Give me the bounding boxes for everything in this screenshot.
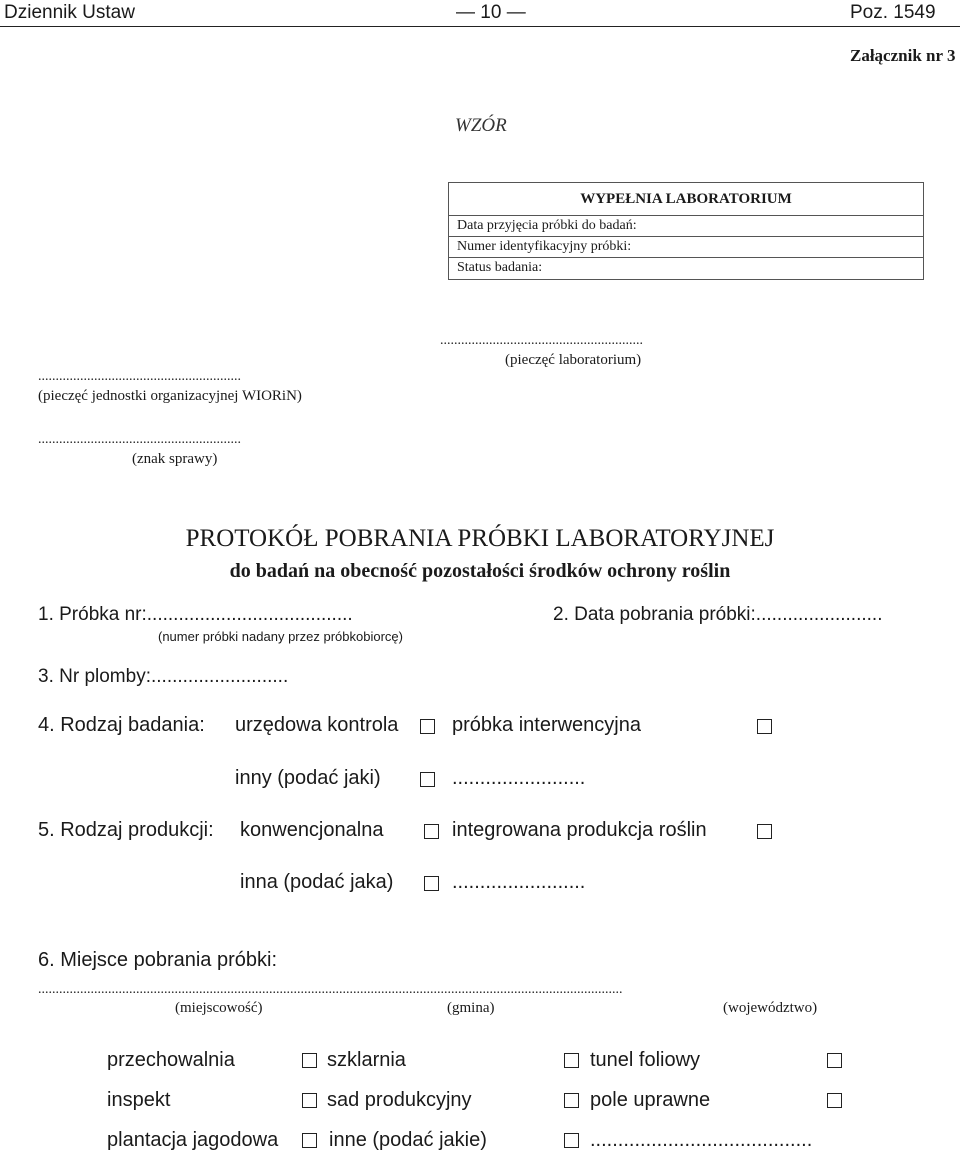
production-type-label: 5. Rodzaj produkcji: — [38, 819, 214, 841]
lab-row-receipt-date: Data przyjęcia próbki do badań: — [449, 216, 923, 237]
place-voivodeship-caption: (województwo) — [723, 1000, 818, 1016]
test-type-label: 4. Rodzaj badania: — [38, 714, 205, 736]
annex-label: Załącznik nr 3 — [850, 46, 956, 65]
test-other-checkbox[interactable] — [420, 772, 435, 787]
protocol-subtitle: do badań na obecność pozostałości środków ochrony roślin — [229, 560, 731, 582]
test-intervention-checkbox[interactable] — [757, 719, 772, 734]
test-official-label: urzędowa kontrola — [235, 714, 399, 736]
place-other-dots: ........................................ — [590, 1129, 813, 1151]
place-other-checkbox[interactable] — [564, 1133, 579, 1148]
case-sign-dots: .......................................................... — [38, 432, 241, 447]
place-option-other: inne (podać jakie) — [329, 1129, 487, 1151]
prod-integrated-label: integrowana produkcja roślin — [452, 819, 707, 841]
unit-stamp-label: (pieczęć jednostki organizacyjnej WIORiN) — [38, 388, 302, 404]
place-foil-tunnel-checkbox[interactable] — [827, 1053, 842, 1068]
position-number: Poz. 1549 — [850, 2, 936, 23]
journal-name: Dziennik Ustaw — [4, 2, 135, 23]
lab-stamp-dots: .......................................................... — [440, 333, 643, 348]
place-option-greenhouse: szklarnia — [327, 1049, 406, 1071]
prod-other-checkbox[interactable] — [424, 876, 439, 891]
place-option-berry-plantation: plantacja jagodowa — [107, 1129, 279, 1151]
place-berry-plantation-checkbox[interactable] — [302, 1133, 317, 1148]
sample-number-note: (numer próbki nadany przez próbkobiorcę) — [158, 629, 403, 644]
lab-stamp-label: (pieczęć laboratorium) — [505, 352, 642, 368]
prod-other-label: inna (podać jaka) — [240, 871, 394, 893]
sampling-place-dots: ....................................................................................................................................................................... — [38, 982, 623, 997]
place-option-hotbed: inspekt — [107, 1089, 171, 1111]
test-intervention-label: próbka interwencyjna — [452, 714, 641, 736]
prod-conventional-label: konwencjonalna — [240, 819, 384, 841]
place-hotbed-checkbox[interactable] — [302, 1093, 317, 1108]
place-town-caption: (miejscowość) — [175, 1000, 263, 1016]
test-other-label: inny (podać jaki) — [235, 767, 381, 789]
place-option-foil-tunnel: tunel foliowy — [590, 1049, 701, 1071]
unit-stamp-dots: .......................................................... — [38, 369, 241, 384]
page-number: — 10 — — [456, 2, 526, 23]
lab-row-sample-id: Numer identyfikacyjny próbki: — [449, 237, 923, 258]
prod-integrated-checkbox[interactable] — [757, 824, 772, 839]
lab-row-status: Status badania: — [457, 260, 543, 275]
seal-number-field: 3. Nr plomby:.......................... — [38, 666, 289, 687]
sample-date-field: 2. Data pobrania próbki:........................ — [553, 604, 883, 625]
laboratory-box — [448, 182, 924, 280]
place-field-checkbox[interactable] — [827, 1093, 842, 1108]
place-orchard-checkbox[interactable] — [564, 1093, 579, 1108]
place-option-field: pole uprawne — [590, 1089, 711, 1111]
test-other-dots: ........................ — [452, 767, 586, 789]
place-storage-checkbox[interactable] — [302, 1053, 317, 1068]
test-official-checkbox[interactable] — [420, 719, 435, 734]
place-option-storage: przechowalnia — [107, 1049, 235, 1071]
sampling-place-label: 6. Miejsce pobrania próbki: — [38, 949, 278, 971]
sample-number-field: 1. Próbka nr:....................................... — [38, 604, 353, 625]
laboratory-box-title: WYPEŁNIA LABORATORIUM — [449, 183, 923, 216]
place-greenhouse-checkbox[interactable] — [564, 1053, 579, 1068]
place-option-orchard: sad produkcyjny — [327, 1089, 472, 1111]
template-label: WZÓR — [455, 115, 507, 136]
header-rule — [0, 26, 960, 27]
prod-conventional-checkbox[interactable] — [424, 824, 439, 839]
case-sign-label: (znak sprawy) — [132, 451, 218, 467]
prod-other-dots: ........................ — [452, 871, 586, 893]
place-commune-caption: (gmina) — [447, 1000, 495, 1016]
protocol-title: PROTOKÓŁ POBRANIA PRÓBKI LABORATORYJNEJ — [185, 525, 775, 552]
